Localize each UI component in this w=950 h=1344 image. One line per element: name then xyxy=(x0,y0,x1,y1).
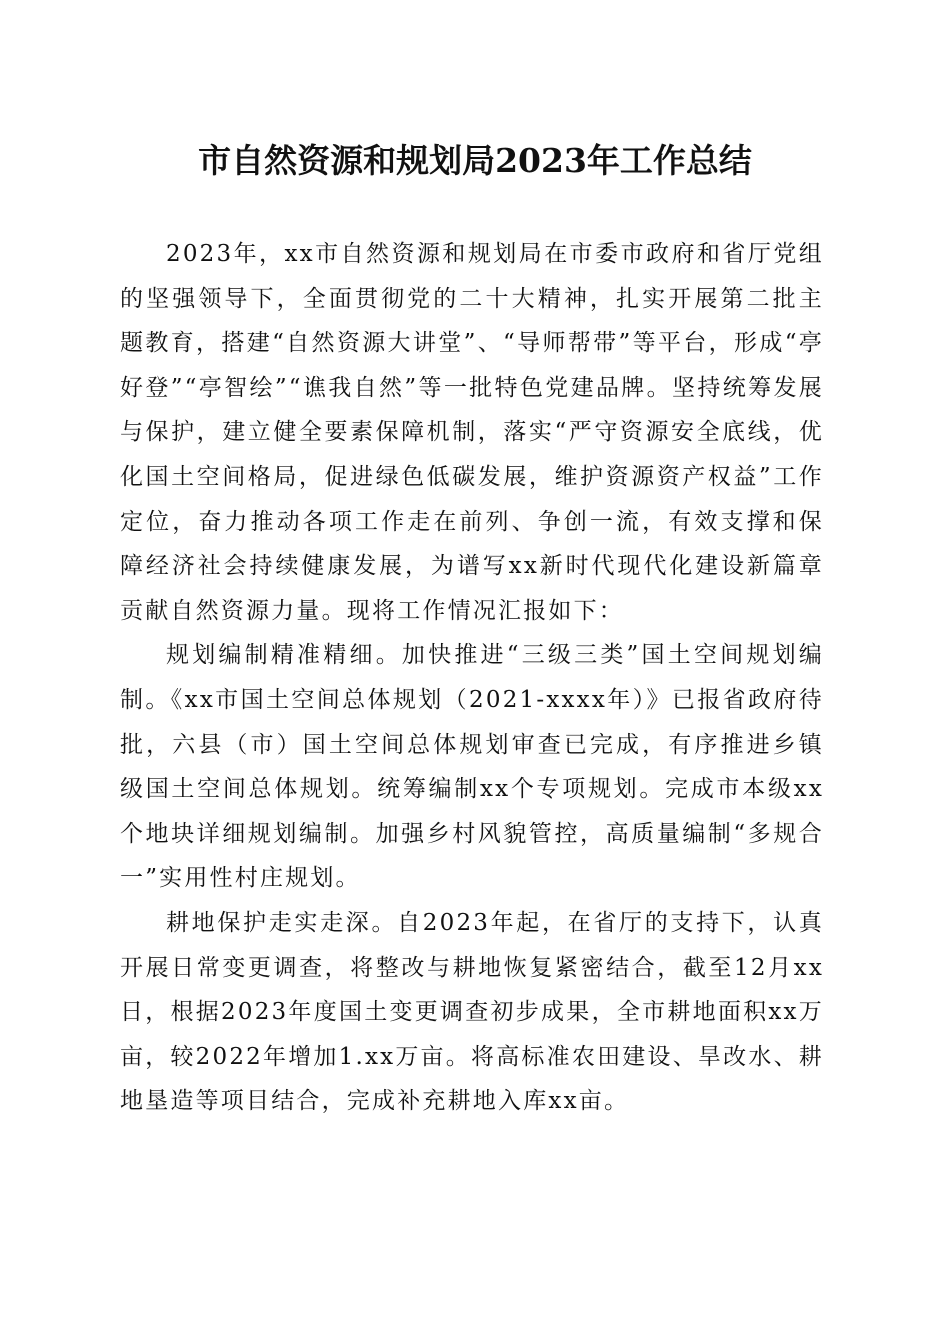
paragraph-planning: 规划编制精准精细。加快推进“三级三类”国土空间规划编制。《xx市国土空间总体规划（2021-xxxx年）》已报省政府待批，六县（市）国土空间总体规划审查已完成，有序推进乡镇级国土空间总体规划。统筹编制xx个专项规划。完成市本级xx个地块详细规划编制。加强乡村风貌管控，高质量编制“多规合一”实用性村庄规划。 xyxy=(120,642,824,892)
document-title: 市自然资源和规划局2023年工作总结 xyxy=(198,141,752,180)
document-body xyxy=(120,232,824,1124)
paragraph-intro: 2023年，xx市自然资源和规划局在市委市政府和省厅党组的坚强领导下，全面贯彻党的二十大精神，扎实开展第二批主题教育，搭建“自然资源大讲堂”、“导师帮带”等平台，形成“亭好登”“亭智绘”“谯我自然”等一批特色党建品牌。坚持统筹发展与保护，建立健全要素保障机制，落实“严守资源安全底线，优化国土空间格局，促进绿色低碳发展，维护资源资产权益”工作定位，奋力推动各项工作走在前列、争创一流，有效支撑和保障经济社会持续健康发展，为谱写xx新时代现代化建设新篇章贡献自然资源力量。现将工作情况汇报如下： xyxy=(120,241,824,624)
paragraph-farmland-protection: 耕地保护走实走深。自2023年起，在省厅的支持下，认真开展日常变更调查，将整改与耕地恢复紧密结合，截至12月xx日，根据2023年度国土变更调查初步成果，全市耕地面积xx万亩，较2022年增加1.xx万亩。将高标准农田建设、旱改水、耕地垦造等项目结合，完成补充耕地入库xx亩。 xyxy=(120,909,824,1115)
